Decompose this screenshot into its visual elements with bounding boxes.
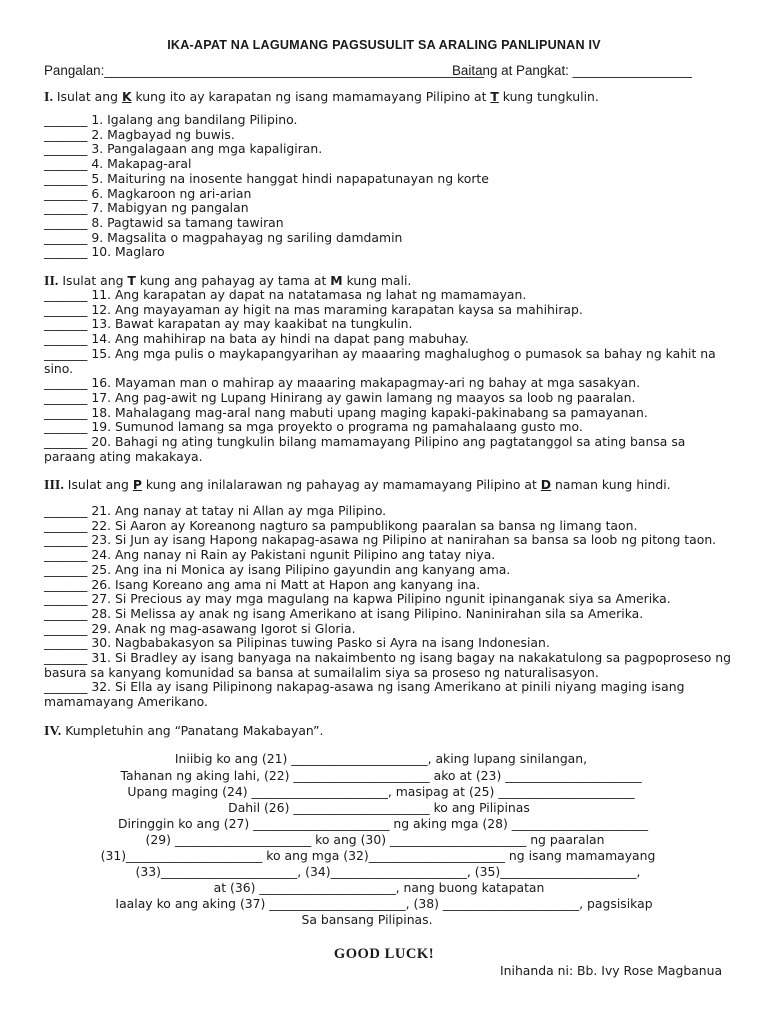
question-text: 28. Si Melissa ay anak ng isang Amerikano at isang Pilipino. Naninirahan sila sa Amerika. — [87, 605, 644, 621]
question-item — [44, 636, 550, 650]
answer-blank[interactable]: _______ — [44, 576, 88, 592]
question-item — [44, 548, 495, 562]
question-item — [44, 362, 73, 376]
answer-blank[interactable]: _______ — [44, 126, 88, 142]
answer-blank[interactable]: _______ — [44, 301, 88, 317]
question-text: 9. Magsalita o magpahayag ng sariling damdamin — [87, 229, 403, 245]
question-text: 13. Bawat karapatan ay may kaakibat na tungkulin. — [87, 316, 413, 332]
question-item — [44, 288, 526, 302]
answer-blank[interactable]: _______ — [44, 287, 88, 302]
answer-blank[interactable]: _______ — [44, 229, 88, 245]
section-3-instructions: III. Isulat ang P kung ang inilalarawan ng pahayag ay mamamayang Pilipino at D naman kung hindi. — [44, 477, 671, 493]
answer-blank[interactable]: _______ — [44, 375, 88, 391]
question-item — [44, 420, 583, 434]
answer-blank[interactable]: _______ — [44, 620, 88, 636]
question-item — [44, 592, 671, 606]
answer-blank[interactable]: _______ — [44, 316, 88, 332]
answer-blank[interactable]: _______ — [44, 331, 88, 347]
answer-blank[interactable]: _______ — [44, 214, 88, 230]
question-text: 18. Mahalagang mag-aral nang mabuti upang maging kapaki-pakinabang sa pamayanan. — [87, 404, 648, 420]
answer-blank[interactable]: _______ — [44, 112, 88, 127]
section-number: III. — [44, 478, 64, 493]
answer-blank[interactable]: _______ — [44, 434, 88, 449]
name-line[interactable]: ___________________________________________________ — [104, 63, 485, 78]
question-item — [44, 450, 203, 464]
answer-blank[interactable]: _______ — [44, 141, 88, 157]
answer-blank[interactable]: _______ — [44, 244, 88, 260]
question-item — [44, 142, 322, 156]
question-item — [44, 332, 469, 346]
question-item — [44, 563, 510, 577]
question-text: 12. Ang mayayaman ay higit na mas maraming karapatan kaysa sa mahihirap. — [87, 301, 583, 317]
question-text: 10. Maglaro — [87, 244, 165, 260]
pledge-line[interactable]: Sa bansang Pilipinas. — [301, 912, 433, 927]
grade-line[interactable]: ________________ — [572, 63, 692, 78]
question-text: 26. Isang Koreano ang ama ni Matt at Hapon ang kanyang ina. — [87, 576, 481, 592]
answer-blank[interactable]: _______ — [44, 561, 88, 577]
question-item — [44, 157, 191, 171]
name-field[interactable] — [44, 63, 484, 78]
question-item — [44, 435, 685, 449]
question-item — [44, 391, 635, 405]
question-text: 21. Ang nanay at tatay ni Allan ay mga Pilipino. — [87, 503, 387, 518]
answer-blank[interactable]: _______ — [44, 547, 88, 563]
section-number: I. — [44, 90, 53, 105]
answer-blank[interactable]: _______ — [44, 419, 88, 435]
answer-blank[interactable]: _______ — [44, 404, 88, 420]
question-text: 8. Pagtawid sa tamang tawiran — [87, 214, 284, 230]
question-text: paraang ating makakaya. — [44, 448, 203, 464]
answer-blank[interactable]: _______ — [44, 532, 88, 548]
question-text: 27. Si Precious ay may mga magulang na kapwa Pilipino ngunit ipinanganak siya sa Amerika. — [87, 591, 671, 607]
answer-blank[interactable]: _______ — [44, 679, 88, 695]
question-text: sino. — [44, 360, 74, 376]
question-text: 22. Si Aaron ay Koreanong nagturo sa pampublikong paaralan sa bansa ng limang taon. — [87, 517, 638, 533]
question-item — [44, 231, 402, 245]
question-text: 29. Anak ng mag-asawang Igorot si Gloria. — [87, 620, 356, 636]
question-item — [44, 303, 583, 317]
question-text: 24. Ang nanay ni Rain ay Pakistani ngunit Pilipino ang tatay niya. — [87, 547, 496, 563]
answer-blank[interactable]: _______ — [44, 503, 88, 518]
question-item — [44, 113, 297, 127]
grade-label: Baitang at Pangkat: — [452, 63, 569, 78]
question-text: 11. Ang karapatan ay dapat na natatamasa ng lahat ng mamamayan. — [87, 287, 527, 302]
question-item — [44, 128, 235, 142]
question-text: 32. Si Ella ay isang Pilipinong nakapag-asawa ng isang Amerikano at pinili niyang maging isang — [87, 679, 685, 695]
section-4-instructions: IV. Kumpletuhin ang “Panatang Makabayan”. — [44, 723, 324, 739]
question-text: 19. Sumunod lamang sa mga proyekto o programa ng pamahalaang gusto mo. — [87, 419, 583, 435]
answer-blank[interactable]: _______ — [44, 156, 88, 172]
question-item — [44, 519, 637, 533]
grade-field[interactable] — [452, 63, 692, 78]
question-item — [44, 651, 731, 665]
answer-blank[interactable]: _______ — [44, 650, 88, 665]
question-item — [44, 578, 480, 592]
pledge-line[interactable]: (29) ______________________ ko ang (30) ______________________ ng paaralan — [145, 832, 605, 847]
answer-blank[interactable]: _______ — [44, 635, 88, 651]
pledge-line[interactable]: Dahil (26) ______________________ ko ang Pilipinas — [228, 800, 530, 815]
question-text: 17. Ang pag-awit ng Lupang Hinirang ay gawin lamang ng maayos sa loob ng paaralan. — [87, 389, 636, 405]
question-text: 16. Mayaman man o mahirap ay maaaring makapagmay-ari ng bahay at mga sasakyan. — [87, 375, 641, 391]
question-text: 30. Nagbabakasyon sa Pilipinas tuwing Pasko si Ayra na isang Indonesian. — [87, 635, 550, 651]
question-item — [44, 347, 716, 361]
question-item — [44, 245, 165, 259]
answer-blank[interactable]: _______ — [44, 389, 88, 405]
question-item — [44, 187, 251, 201]
question-item — [44, 695, 208, 709]
section-number: II. — [44, 274, 59, 289]
answer-blank[interactable]: _______ — [44, 200, 88, 216]
question-text: 15. Ang mga pulis o maykapangyarihan ay maaaring maghalughog o pumasok sa bahay ng kahit na — [87, 345, 716, 361]
question-item — [44, 317, 412, 331]
answer-blank[interactable]: _______ — [44, 170, 88, 186]
question-item — [44, 201, 249, 215]
question-item — [44, 607, 643, 621]
section-1-instructions: I. Isulat ang K kung ito ay karapatan ng isang mamamayang Pilipino at T kung tungkulin. — [44, 89, 599, 105]
question-item — [44, 680, 684, 694]
pledge-line[interactable]: Iaalay ko ang aking (37) ______________________, (38) ______________________, pagsisikap — [115, 896, 653, 911]
question-text: mamamayang Amerikano. — [44, 694, 208, 710]
pledge-line[interactable]: at (36) ______________________, nang buong katapatan — [213, 880, 545, 895]
question-text: 20. Bahagi ng ating tungkulin bilang mamamayang Pilipino ang pagtatanggol sa ating bansa sa — [87, 434, 686, 449]
section-2-instructions: II. Isulat ang T kung ang pahayag ay tama at M kung mali. — [44, 273, 412, 289]
question-item — [44, 622, 356, 636]
pledge-line[interactable]: (31)______________________ ko ang mga (32)______________________ ng isang mamamayang — [100, 848, 656, 863]
pledge-line[interactable]: Tahanan ng aking lahi, (22) ______________________ ako at (23) ______________________ — [120, 768, 642, 783]
section-number: IV. — [44, 724, 62, 739]
question-text: 25. Ang ina ni Monica ay isang Pilipino gayundin ang kanyang ama. — [87, 561, 511, 577]
answer-blank[interactable]: _______ — [44, 185, 88, 201]
question-text: 4. Makapag-aral — [87, 156, 192, 172]
question-text: 23. Si Jun ay isang Hapong nakapag-asawa ng Pilipino at nanirahan sa bansa sa loob ng pitong taon. — [87, 532, 717, 548]
question-item — [44, 216, 284, 230]
question-item — [44, 376, 640, 390]
question-text: 3. Pangalagaan ang mga kapaligiran. — [87, 141, 323, 157]
question-text: 5. Maituring na inosente hanggat hindi napapatunayan ng korte — [87, 170, 489, 186]
pledge-line[interactable]: Upang maging (24) ______________________, masipag at (25) ______________________ — [127, 784, 635, 799]
question-item — [44, 504, 386, 518]
question-item — [44, 406, 648, 420]
question-text: 6. Magkaroon ng ari-arian — [87, 185, 252, 201]
name-label: Pangalan: — [44, 63, 105, 78]
question-text: 1. Igalang ang bandilang Pilipino. — [87, 112, 298, 127]
prepared-by: Inihanda ni: Bb. Ivy Rose Magbanua — [500, 963, 723, 978]
question-item — [44, 172, 489, 186]
good-luck: GOOD LUCK! — [333, 946, 435, 962]
question-text: basura sa kanyang komunidad sa bansa at sumailalim siya sa proseso ng naturalisasyon. — [44, 664, 599, 680]
answer-blank[interactable]: _______ — [44, 605, 88, 621]
question-text: 7. Mabigyan ng pangalan — [87, 200, 249, 216]
answer-blank[interactable]: _______ — [44, 517, 88, 533]
question-text: 2. Magbayad ng buwis. — [87, 126, 235, 142]
question-text: 31. Si Bradley ay isang banyaga na nakaimbento ng isang bagay na nakakatulong sa pagpoproseso ng — [87, 650, 731, 665]
question-item — [44, 666, 599, 680]
pledge-line[interactable]: (33)______________________, (34)______________________, (35)______________________, — [135, 864, 641, 879]
pledge-line[interactable]: Iniibig ko ang (21) ______________________, aking lupang sinilangan, — [174, 751, 588, 766]
answer-blank[interactable]: _______ — [44, 345, 88, 361]
question-text: 14. Ang mahihirap na bata ay hindi na dapat pang mabuhay. — [87, 331, 469, 347]
question-item — [44, 533, 716, 547]
answer-blank[interactable]: _______ — [44, 591, 88, 607]
pledge-line[interactable]: Diringgin ko ang (27) ______________________ ng aking mga (28) ______________________ — [117, 816, 649, 831]
page-title: IKA-APAT NA LAGUMANG PAGSUSULIT SA ARALING PANLIPUNAN IV — [167, 38, 601, 52]
